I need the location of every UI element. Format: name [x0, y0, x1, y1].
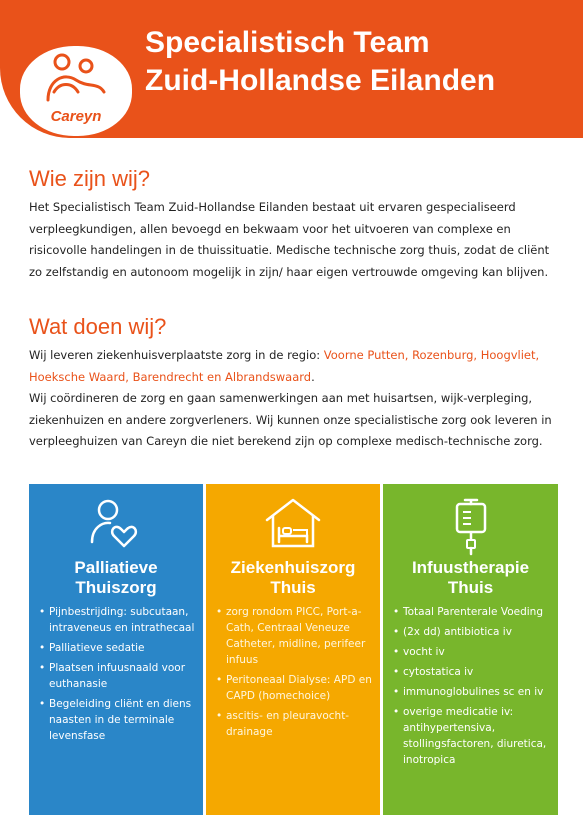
card-hospital-home	[206, 484, 380, 815]
card-infusion-therapy-title	[389, 558, 552, 598]
card-title-line: Infuustherapie	[411, 558, 530, 577]
title-line-2: Zuid-Hollandse Eilanden	[145, 64, 496, 97]
list-item: • vocht iv	[393, 644, 552, 660]
list-item: • Peritoneaal Dialyse: APD en CAPD (homechoice)	[216, 672, 374, 704]
card-infusion-therapy-list	[393, 604, 552, 772]
intro-end: .	[311, 369, 315, 384]
card-infusion-therapy	[383, 484, 558, 815]
title-line-1: Specialistisch Team	[145, 26, 430, 59]
card-hospital-home-list	[216, 604, 374, 744]
card-title-line: Palliatieve	[74, 558, 158, 577]
card-title-line: Thuis	[447, 578, 494, 597]
card-palliative-list	[39, 604, 197, 748]
service-cards	[29, 484, 558, 815]
card-title-line: Thuiszorg	[75, 578, 157, 597]
logo-figures-icon	[42, 52, 110, 110]
card-title-line: Thuis	[270, 578, 316, 597]
person-heart-icon	[88, 496, 144, 552]
list-item: • ascitis- en pleuravocht-drainage	[216, 708, 374, 740]
list-item: • Begeleiding cliënt en diens naasten in de terminale levensfase	[39, 696, 197, 744]
section-what	[29, 314, 557, 453]
list-item: • Totaal Parenterale Voeding	[393, 604, 552, 620]
list-item: • cytostatica iv	[393, 664, 552, 680]
iv-bag-icon	[449, 496, 493, 556]
house-bed-icon	[263, 496, 323, 552]
regions-highlight: Voorne Putten, Rozenburg, Hoogvliet, Hoeksche Waard, Barendrecht en Albrandswaard	[29, 348, 540, 384]
list-item: • zorg rondom PICC, Port-a-Cath, Centraal Veneuze Catheter, midline, perifeer infuus	[216, 604, 374, 668]
logo-wordmark: Careyn	[50, 108, 102, 125]
section-who-body: Het Specialistisch Team Zuid-Hollandse Eilanden bestaat uit ervaren gespecialiseerd verpleegkundigen, allen bevoegd en bekwaam voor het uitvoeren van complexe en risicovolle handelingen in de thuissituatie. Medische technische zorg thuis, zodat de cliënt zo zelfstandig en autonoom mogelijk in zijn/ haar eigen vertrouwde omgeving kan blijven.	[29, 200, 550, 279]
list-item: • overige medicatie iv: antihypertensiva, stollingsfactoren, diuretica, inotropica	[393, 704, 552, 768]
card-title-line: Ziekenhuiszorg	[230, 558, 356, 577]
card-hospital-home-title	[212, 558, 374, 598]
list-item: • Pijnbestrijding: subcutaan, intraveneus en intrathecaal	[39, 604, 197, 636]
list-item: • Palliatieve sedatie	[39, 640, 197, 656]
page-title	[145, 24, 495, 100]
careyn-logo	[18, 44, 134, 138]
section-what-heading: Wat doen wij?	[29, 314, 167, 339]
section-who	[29, 166, 557, 283]
section-what-intro	[29, 345, 557, 388]
list-item: • (2x dd) antibiotica iv	[393, 624, 552, 640]
section-what-body: Wij coördineren de zorg en gaan samenwerkingen aan met huisartsen, wijk-verpleging, ziekenhuizen en andere zorgverleners. Wij kunnen onze specialistische zorg ook leveren in verpleeghuizen van Careyn die niet berekend zijn op complexe medisch-technische zorg.	[29, 391, 552, 448]
card-palliative-title	[35, 558, 197, 598]
section-who-heading: Wie zijn wij?	[29, 166, 151, 191]
card-palliative	[29, 484, 203, 815]
list-item: • immunoglobulines sc en iv	[393, 684, 552, 700]
list-item: • Plaatsen infuusnaald voor euthanasie	[39, 660, 197, 692]
intro-text: Wij leveren ziekenhuisverplaatste zorg in de regio:	[29, 348, 324, 362]
